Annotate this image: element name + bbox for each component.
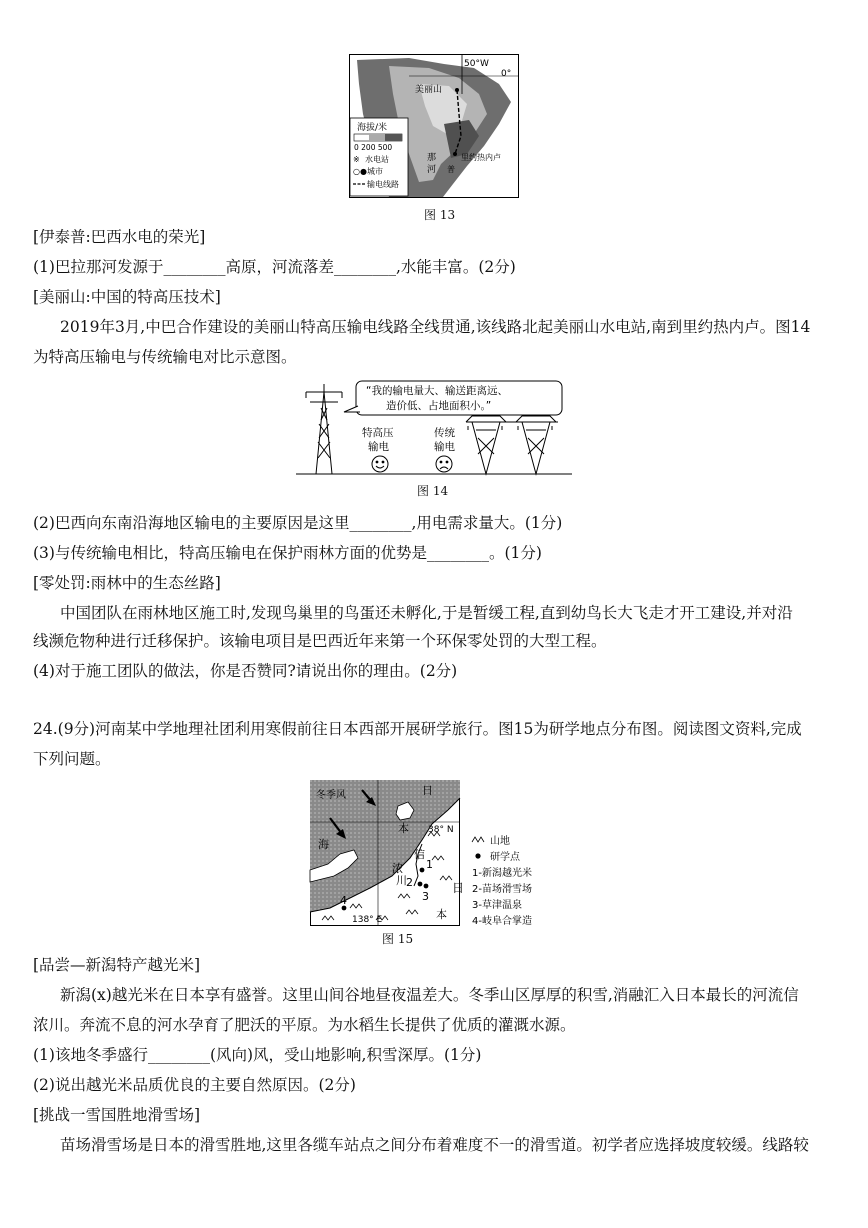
figure-13-map <box>349 54 519 198</box>
uhv-tower-icon <box>306 384 342 474</box>
rice-question-1: (1)该地冬季盛行________(风向)风，受山地影响,积雪深厚。(1分) <box>33 1046 482 1064</box>
label-sea-2: 本 <box>398 822 409 835</box>
traditional-towers-icon <box>466 416 558 474</box>
legend-point: 研学点 <box>490 852 520 863</box>
label-river-3: 川 <box>396 874 407 887</box>
rice-question-2: (2)说出越光米品质优良的主要自然原因。(2分) <box>33 1076 356 1094</box>
speech-line-2: 造价低、占地面积小。” <box>386 400 492 412</box>
label-traditional-line-1: 传统 <box>434 427 455 439</box>
lat-label: 0° <box>501 69 512 79</box>
label-japan-1: 日 <box>452 881 465 895</box>
label-winter-wind: 冬季风 <box>316 790 346 801</box>
heading-ski: [挑战一雪国胜地滑雪场] <box>33 1106 201 1124</box>
legend-title: 海拔/米 <box>357 123 388 133</box>
legend-city-symbol-icon: ○● <box>353 167 367 176</box>
legend-mountain-icon <box>472 837 484 842</box>
label-rio: 里约热内卢 <box>461 153 501 162</box>
legend-city: 城市 <box>367 167 383 176</box>
label-itaipu: 普 <box>447 165 455 174</box>
ski-paragraph-line-1: 苗场滑雪场是日本的滑雪胜地,这里各缆车站点之间分布着难度不一的滑雪道。初学者应选择坡度较缓。线路较 <box>60 1136 809 1154</box>
label-sea-1: 日 <box>422 784 433 797</box>
heading-itaipu: [伊泰普:巴西水电的荣光] <box>33 228 206 246</box>
rice-paragraph-line-2: 浓川。奔流不息的河水孕育了肥沃的平原。为水稻生长提供了优质的灌溉水源。 <box>33 1016 576 1034</box>
legend-hydro-symbol-icon: ※ <box>353 155 360 164</box>
legend-mountain: 山地 <box>490 836 510 847</box>
figure-15-caption: 图 15 <box>382 932 414 946</box>
legend-hydro: 水电站 <box>365 155 389 164</box>
legend-site-4: 4-岐阜合掌造 <box>472 916 532 927</box>
question-24-line-2: 下列问题。 <box>33 750 111 768</box>
zero-paragraph-line-2: 线濒危物种进行迁移保护。该输电项目是巴西近年来第一个环保零处罚的大型工程。 <box>33 632 607 650</box>
figure-14-diagram <box>296 378 572 478</box>
legend-scale: 0 200 500 <box>354 143 393 152</box>
place-meilishan: 美丽山 <box>415 85 443 95</box>
study-point-3-marker <box>424 884 429 889</box>
question-2: (2)巴西向东南沿海地区输电的主要原因是这里________,用电需求量大。(1分) <box>33 514 563 532</box>
meilishan-paragraph-line-2: 为特高压输电与传统输电对比示意图。 <box>33 348 297 366</box>
question-1: (1)巴拉那河发源于________高原，河流落差________,水能丰富。(2分) <box>33 258 516 276</box>
lon-label: 50°W <box>464 59 489 69</box>
river-label-b: 河 <box>427 165 437 175</box>
figure-13-caption: 图 13 <box>424 208 456 222</box>
question-4: (4)对于施工团队的做法，你是否赞同?请说出你的理由。(2分) <box>33 662 458 680</box>
label-sea-3: 海 <box>318 838 329 851</box>
question-3: (3)与传统输电相比，特高压输电在保护雨林方面的优势是________。(1分) <box>33 544 542 562</box>
figure-15-legend <box>470 832 590 926</box>
label-traditional-line-2: 输电 <box>434 441 455 453</box>
south-america-map <box>349 54 519 198</box>
legend-point-icon <box>475 853 480 858</box>
label-lon: 138° E <box>352 915 383 925</box>
japan-map <box>310 780 465 926</box>
heading-meilishan: [美丽山:中国的特高压技术] <box>33 288 221 306</box>
label-point-4: 4 <box>340 894 347 907</box>
label-uhv-line-1: 特高压 <box>362 427 394 439</box>
label-uhv-line-2: 输电 <box>368 441 389 453</box>
label-japan-2: 本 <box>436 908 447 921</box>
fig15-legend-graphic <box>470 832 590 926</box>
zero-paragraph-line-1: 中国团队在雨林地区施工时,发现鸟巢里的鸟蛋还未孵化,于是暂缓工程,直到幼鸟长大飞走才开工建设,并对沿 <box>60 604 793 622</box>
label-river-2: 浓 <box>392 862 403 875</box>
heading-zero-penalty: [零处罚:雨林中的生态丝路] <box>33 574 221 592</box>
legend-site-1: 1-新潟越光米 <box>472 868 532 879</box>
sad-face-icon <box>436 456 452 472</box>
smiley-face-icon <box>372 456 388 472</box>
label-point-3: 3 <box>422 890 429 903</box>
figure-15-map <box>310 780 465 926</box>
river-label-a: 那 <box>427 153 437 163</box>
meilishan-paragraph-line-1: 2019年3月,中巴合作建设的美丽山特高压输电线路全线贯通,该线路北起美丽山水电站,南到里约热内卢。图14 <box>60 318 811 336</box>
study-point-2-marker <box>418 882 423 887</box>
heading-rice: [品尝—新潟特产越光米] <box>33 956 201 974</box>
label-river-1: 信 <box>414 848 425 861</box>
question-24-line-1: 24.(9分)河南某中学地理社团利用寒假前往日本西部开展研学旅行。图15为研学地点分布图。阅读图文资料,完成 <box>33 720 802 738</box>
legend-line: 输电线路 <box>367 180 399 189</box>
rio-city-marker <box>453 152 457 156</box>
label-lat: 38° N <box>428 825 454 835</box>
transmission-comparison-diagram <box>296 378 572 478</box>
speech-line-1: “我的输电量大、输送距离远、 <box>366 385 508 397</box>
label-point-2: 2 <box>406 876 413 889</box>
label-point-1: 1 <box>426 858 433 871</box>
legend-site-3: 3-草津温泉 <box>472 900 522 911</box>
meilishan-station-marker <box>455 88 459 92</box>
figure-14-caption: 图 14 <box>417 484 449 498</box>
legend-site-2: 2-苗场滑雪场 <box>472 884 532 895</box>
study-point-1-marker <box>420 868 425 873</box>
rice-paragraph-line-1: 新潟(x)越光米在日本享有盛誉。这里山间谷地昼夜温差大。冬季山区厚厚的积雪,消融汇入日本最长的河流信 <box>60 986 799 1004</box>
